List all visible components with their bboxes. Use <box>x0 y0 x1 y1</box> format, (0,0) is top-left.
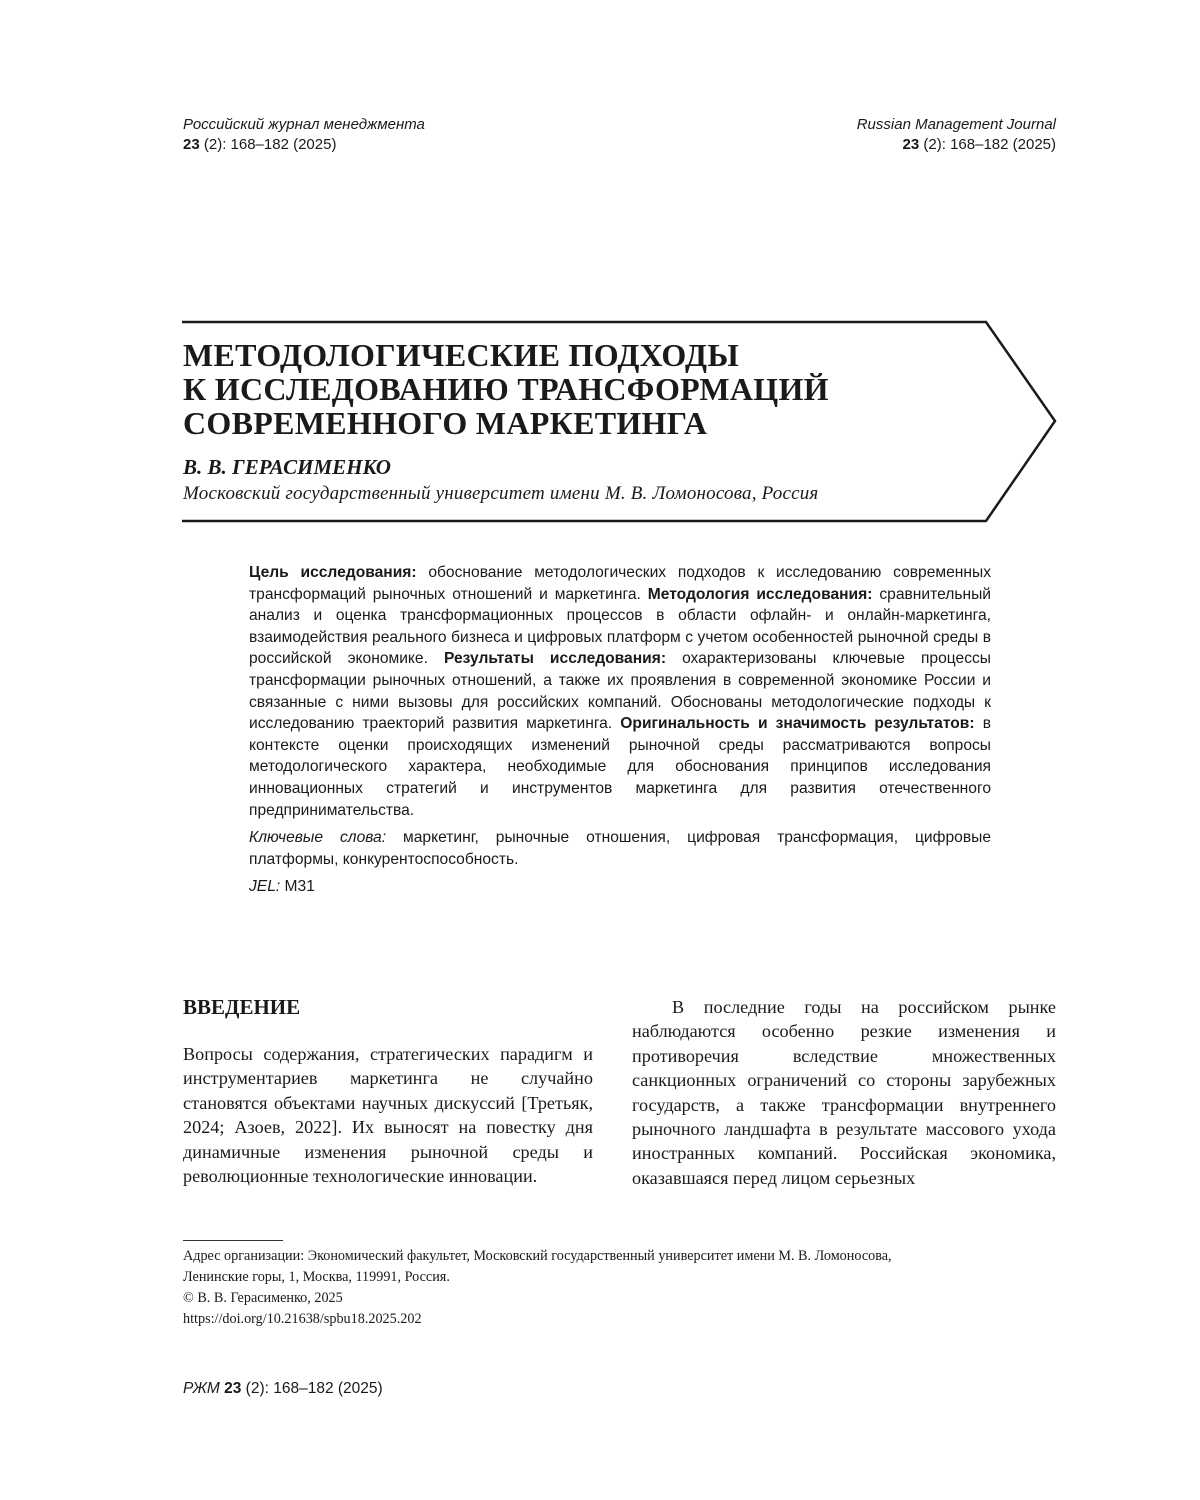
section-heading-introduction: ВВЕДЕНИЕ <box>183 995 301 1019</box>
jel-text: M31 <box>280 878 315 896</box>
article-title <box>183 338 829 440</box>
page-footer <box>183 1380 383 1398</box>
title-line: СОВРЕМЕННОГО МАРКЕТИНГА <box>183 405 708 441</box>
keywords <box>249 827 991 870</box>
doi-link[interactable]: https://doi.org/10.21638/spbu18.2025.202 <box>183 1311 422 1327</box>
intro-left-column: Вопросы содержания, стратегических парадигм и инструментариев маркетинга не случайно становятся объектами научных дискуссий [Третьяк, 2024; Азоев, 2022]. Их выносят на повестку дня динамичные изменения рыночной среды и революционные технологические инновации. <box>183 1044 593 1187</box>
keywords-label: Ключевые слова: <box>249 829 387 847</box>
author-name: В. В. ГЕРАСИМЕНКО <box>183 455 391 479</box>
journal-name-ru: Российский журнал менеджмента <box>183 116 425 133</box>
issue-pages: (2): 168–182 (2025) <box>919 136 1056 153</box>
author-affiliation: Московский государственный университет имени М. В. Ломоносова, Россия <box>183 483 819 504</box>
journal-abbr: РЖМ <box>183 1380 220 1397</box>
keywords-text: маркетинг, рыночные отношения, цифровая трансформация, цифровые платформы, конкурентоспособность. <box>249 829 991 868</box>
results-label: Результаты исследования: <box>443 650 667 668</box>
org-address: Адрес организации: Экономический факультет, Московский государственный университет имени М. В. Ломоносова, <box>183 1248 892 1264</box>
issue-pages: (2): 168–182 (2025) <box>199 136 337 153</box>
jel-label: JEL: <box>249 878 281 896</box>
copyright: © В. В. Герасименко, 2025 <box>183 1290 343 1306</box>
abstract-body <box>249 562 991 821</box>
goal-label: Цель исследования: <box>249 564 417 581</box>
goal-text: обоснование методологических подходов к исследованию современных трансформаций рыночных отношений и маркетинга. <box>249 564 991 603</box>
issue-pages: (2): 168–182 (2025) <box>241 1380 383 1397</box>
results-text: охарактеризованы ключевые процессы трансформации рыночных отношений, а также их проявления в современной экономике России и связанные с ними вызовы для российских компаний. Обоснованы методологические подходы к исследованию траекторий развития маркетинга. <box>249 650 991 733</box>
intro-right-column: В последние годы на российском рынке наблюдаются особенно резкие изменения и противоречия вследствие множественных санкционных ограничений со стороны зарубежных государств, а также трансформации внутреннего рыночного ландшафта в результате массового ухода иностранных компаний. Российская экономика, оказавшаяся перед лицом серьезных <box>632 997 1056 1188</box>
footnote-rule <box>183 1240 283 1241</box>
method-label: Методология исследования: <box>647 585 873 603</box>
footnote <box>183 1246 1058 1330</box>
volume-number: 23 <box>224 1380 242 1397</box>
journal-name-en: Russian Management Journal <box>856 116 1056 133</box>
originality-text: в контексте оценки происходящих изменений рыночной среды рассматриваются вопросы методологического характера, необходимые для обоснования принципов исследования инновационных стратегий и инструментов маркетинга для развития отечественного предпринимательства. <box>249 715 991 819</box>
method-text: сравнительный анализ и оценка трансформационных процессов в области офлайн- и онлайн-маркетинга, взаимодействия реального бизнеса и цифровых платформ с учетом особенностей рыночной среды в российской экономике. <box>249 585 991 668</box>
abstract <box>249 562 991 898</box>
originality-label: Оригинальность и значимость результатов: <box>620 715 975 733</box>
volume-number: 23 <box>902 136 920 153</box>
org-address-cont: Ленинские горы, 1, Москва, 119991, Россия. <box>183 1269 450 1285</box>
title-line: МЕТОДОЛОГИЧЕСКИЕ ПОДХОДЫ <box>183 337 740 373</box>
jel-code <box>249 876 991 898</box>
volume-number: 23 <box>183 136 200 153</box>
title-line: К ИССЛЕДОВАНИЮ ТРАНСФОРМАЦИЙ <box>183 371 829 407</box>
